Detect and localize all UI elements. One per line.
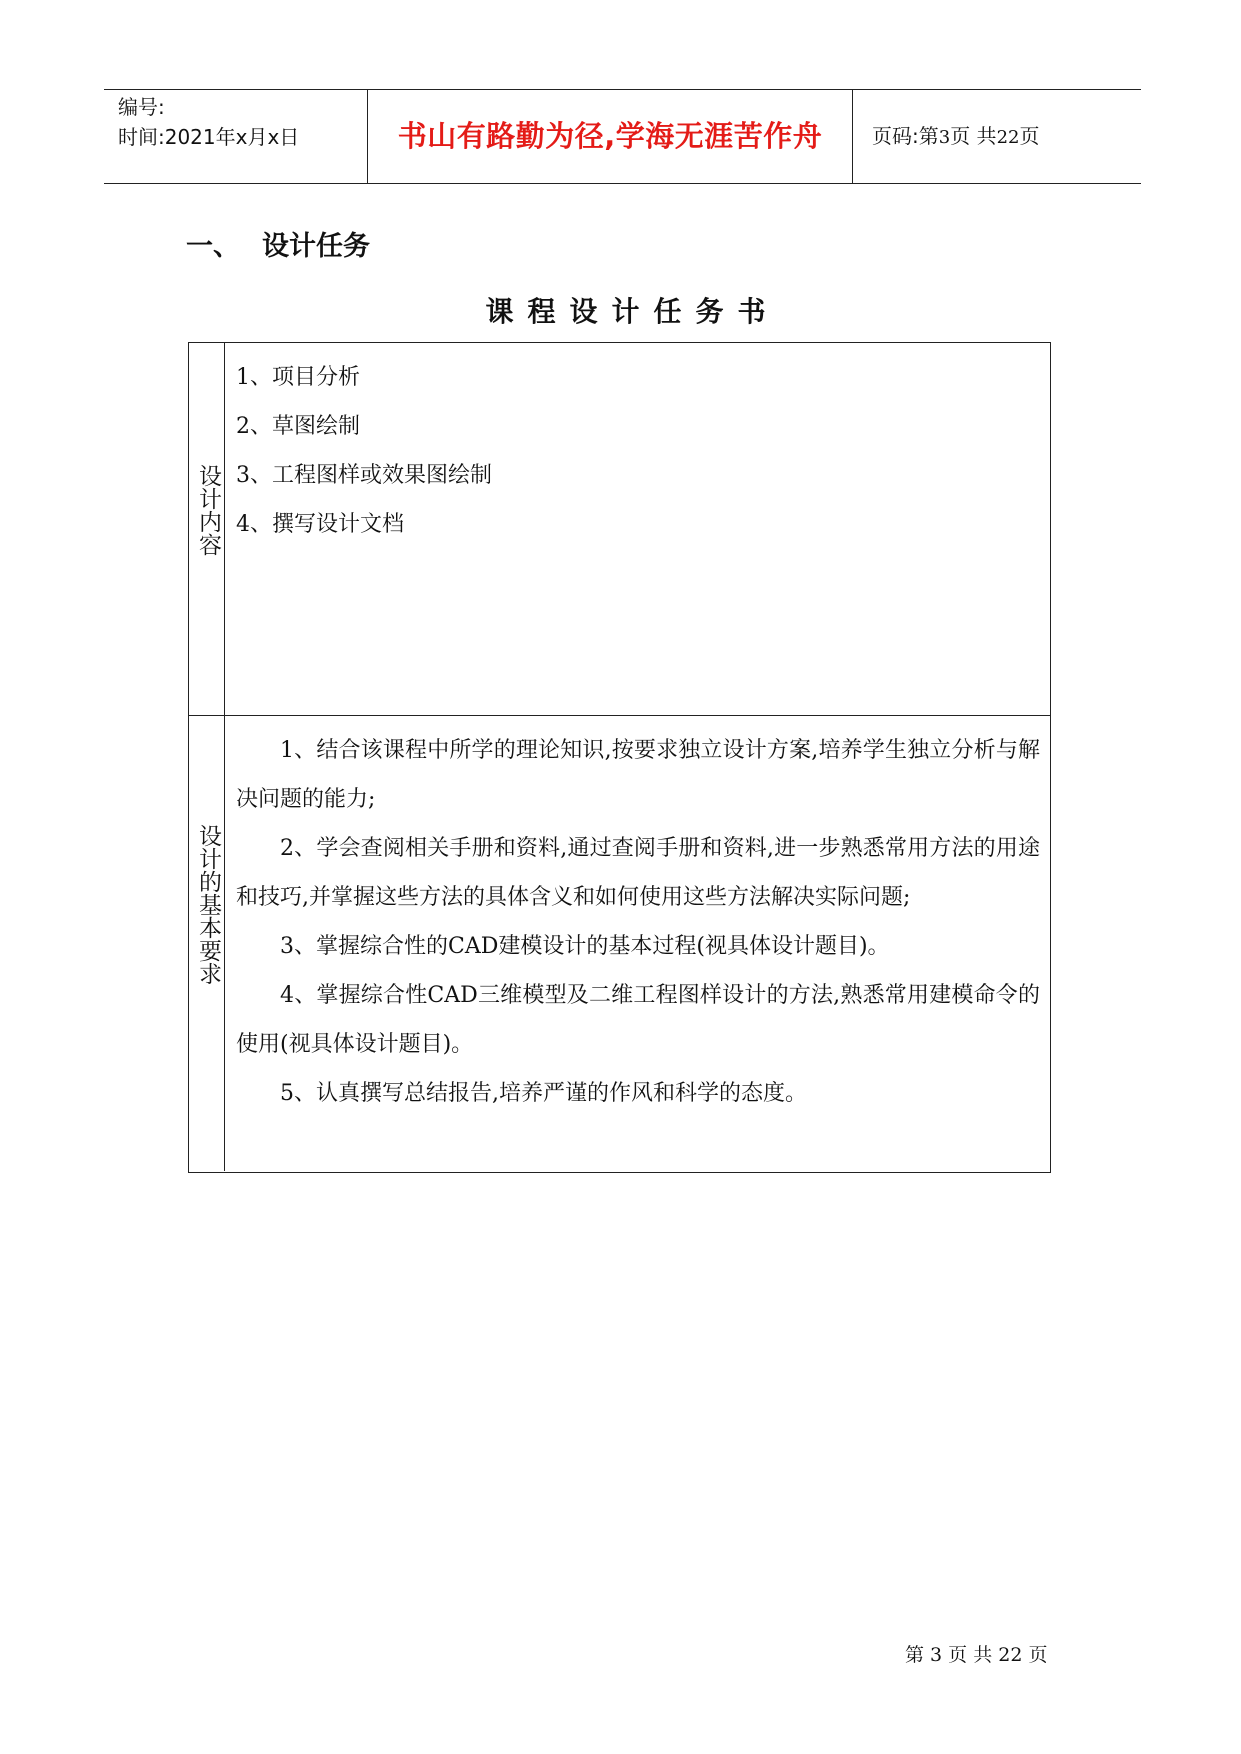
page-middle: 页 共 (950, 124, 997, 148)
list-item: 1、项目分析 (236, 365, 360, 390)
section-title: 设计任务 (262, 231, 370, 262)
page-header (104, 89, 1141, 184)
page-current: 3 (938, 127, 951, 148)
section-heading (186, 224, 370, 263)
requirement-paragraph: 2、学会查阅相关手册和资料,通过查阅手册和资料,进一步熟悉常用方法的用途和技巧,并掌握这些方法的具体含义和如何使用这些方法解决实际问题; (236, 836, 1040, 910)
list-item: 4、撰写设计文档 (236, 512, 404, 537)
row-label-basic-requirements: 设计的基本要求 (195, 824, 221, 985)
requirement-paragraph: 3、掌握综合性的CAD建模设计的基本过程(视具体设计题目)。 (280, 934, 890, 959)
section-number: 一、 (186, 231, 240, 262)
header-motto: 书山有路勤为径,学海无涯苦作舟 (397, 119, 823, 153)
task-table (188, 342, 1051, 1173)
header-divider (852, 90, 853, 183)
page-total: 22 (996, 127, 1020, 148)
header-meta (118, 92, 368, 152)
page-prefix: 页码:第 (872, 124, 939, 148)
design-content-cell (225, 343, 1050, 715)
table-row-basic-requirements (189, 716, 1050, 1171)
header-page-indicator (872, 90, 1039, 183)
requirement-paragraph: 5、认真撰写总结报告,培养严谨的作风和科学的态度。 (280, 1081, 807, 1106)
document-number-label: 编号: (118, 95, 165, 119)
row-label-design-content: 设计内容 (195, 464, 221, 556)
table-row-design-content (189, 343, 1050, 716)
requirement-paragraph: 4、掌握综合性CAD三维模型及二维工程图样设计的方法,熟悉常用建模命令的使用(视具体设计题目)。 (236, 983, 1040, 1057)
requirements-cell (225, 716, 1050, 1171)
requirement-paragraph: 1、结合该课程中所学的理论知识,按要求独立设计方案,培养学生独立分析与解决问题的能力; (236, 738, 1040, 812)
page-suffix: 页 (1019, 124, 1040, 148)
list-item: 2、草图绘制 (236, 414, 360, 439)
row-label-cell (189, 343, 225, 715)
document-time-label: 时间:2021年x月x日 (118, 125, 300, 149)
footer-page-number: 第 3 页 共 22 页 (905, 1644, 1048, 1666)
document-title: 课程设计任务书 (485, 295, 780, 328)
row-label-cell (189, 716, 225, 1171)
list-item: 3、工程图样或效果图绘制 (236, 463, 492, 488)
